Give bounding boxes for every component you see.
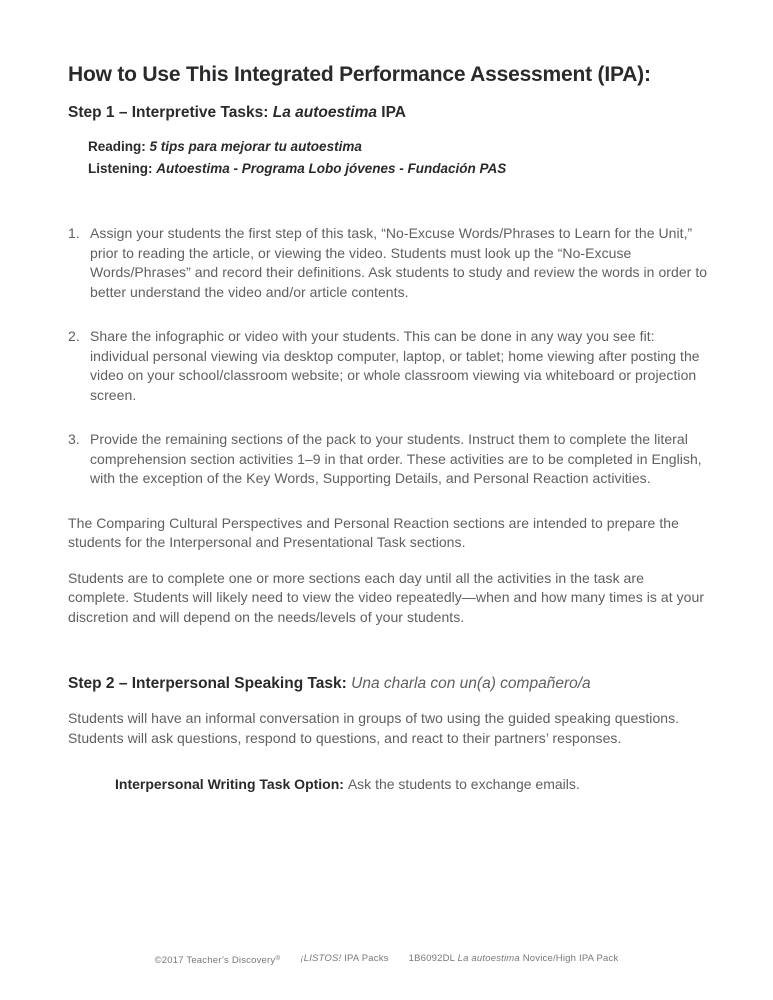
step1-heading-prefix: Step 1 – Interpretive Tasks:: [68, 104, 273, 121]
document-content: [68, 0, 709, 795]
source-list: [88, 136, 709, 180]
instruction-list: [68, 224, 709, 489]
paragraph-pacing: Students are to complete one or more sections each day until all the activities in the task are complete. Students will likely need to view the video repeatedly—when and how many times is at your discretion and will depend on the needs/levels of your students.: [68, 569, 705, 625]
list-item: [68, 430, 709, 489]
paragraph-perspectives: The Comparing Cultural Perspectives and Personal Reaction sections are intended to prepare the students for the Interpersonal and Presentational Task sections.: [68, 514, 679, 550]
list-item-text: Provide the remaining sections of the pack to your students. Instruct them to complete the literal comprehension section activities 1–9 in that order. These activities are to be completed in English, with the exception of the Key Words, Supporting Details, and Personal Reaction activities.: [90, 431, 702, 486]
footer-series: ¡LISTOS! IPA Packs: [300, 953, 389, 964]
footer-copyright: ©2017 Teacher’s Discovery®: [154, 955, 281, 966]
list-item-number: 1.: [68, 225, 80, 241]
footer-product-code: 1B6092DL La autoestima Novice/High IPA Pack: [408, 953, 619, 964]
page-footer: [0, 953, 773, 967]
list-item-text: Assign your students the first step of this task, “No-Excuse Words/Phrases to Learn for the Unit,” prior to reading the article, or viewing the video. Students must look up the “No-Excuse Words/Phrases” and record their definitions. Ask students to study and review the words in order to better understand the video and/or article contents.: [90, 225, 708, 300]
reading-title: 5 tips para mejorar tu autoestima: [149, 139, 362, 154]
step1-heading-suffix: IPA: [376, 104, 406, 121]
list-item: [68, 224, 709, 302]
list-item-text: Share the infographic or video with your students. This can be done in any way you see fit: individual personal viewing via desktop computer, laptop, or tablet; home viewing after posting the video on your school/classroom website; or whole classroom viewing via whiteboard or projection screen.: [90, 328, 700, 403]
step2-paragraph: Students will have an informal conversation in groups of two using the guided speaking questions. Students will ask questions, respond to questions, and react to their partners’ responses.: [68, 710, 680, 746]
listening-line: [88, 158, 709, 180]
reading-line: [88, 136, 709, 158]
step2-heading-italic: Una charla con un(a) compañero/a: [351, 675, 591, 692]
list-item-number: 2.: [68, 328, 80, 344]
list-item-number: 3.: [68, 431, 80, 447]
writing-option-label: Interpersonal Writing Task Option:: [115, 776, 348, 792]
writing-option-line: [115, 775, 709, 795]
list-item: [68, 327, 709, 405]
listening-label: Listening:: [88, 161, 157, 176]
step2-heading-prefix: Step 2 – Interpersonal Speaking Task:: [68, 675, 352, 692]
step1-heading: [68, 102, 709, 124]
step1-heading-italic: La autoestima: [272, 104, 377, 121]
writing-option-text: Ask the students to exchange emails.: [347, 776, 580, 792]
registered-mark: ®: [275, 955, 281, 962]
step2-heading: [68, 673, 709, 695]
page-title: How to Use This Integrated Performance Assessment (IPA):: [68, 63, 651, 86]
reading-label: Reading:: [88, 139, 150, 154]
listening-title: Autoestima - Programa Lobo jóvenes - Fundación PAS: [156, 161, 507, 176]
